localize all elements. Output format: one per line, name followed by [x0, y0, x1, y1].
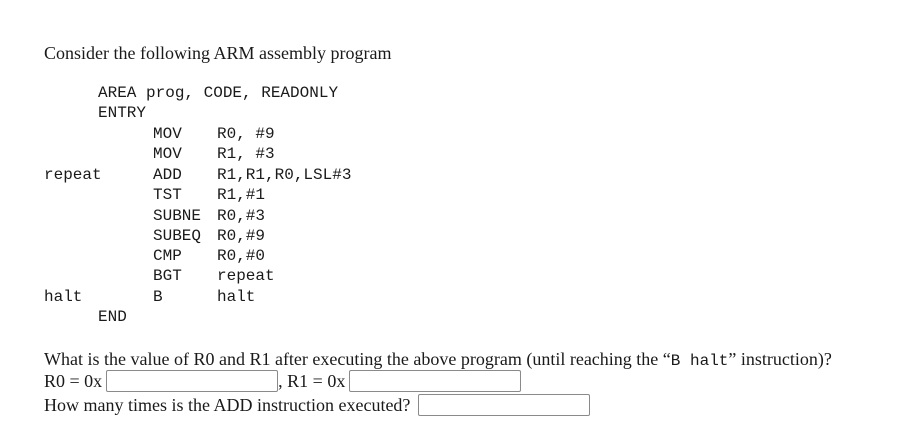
- register-answer-row: [44, 370, 521, 392]
- question-intro: Consider the following ARM assembly program: [44, 43, 392, 63]
- code-args: R1, #3: [217, 145, 275, 163]
- code-op: SUBNE: [153, 207, 202, 225]
- code-op: MOV: [153, 145, 182, 163]
- code-op: SUBEQ: [153, 227, 202, 245]
- code-op: TST: [153, 186, 182, 204]
- r1-label: , R1 = 0x: [278, 371, 346, 391]
- code-area-directive: AREA prog, CODE, READONLY: [98, 84, 339, 102]
- question-inline-code: B halt: [670, 352, 729, 370]
- code-args: R1,#1: [217, 186, 266, 204]
- code-args: R1,R1,R0,LSL#3: [217, 166, 352, 184]
- add-count-label: How many times is the ADD instruction executed?: [44, 395, 411, 415]
- code-args: R0,#3: [217, 207, 266, 225]
- r0-answer-input[interactable]: [106, 370, 278, 392]
- add-count-answer-row: [44, 394, 590, 416]
- add-count-answer-input[interactable]: [418, 394, 590, 416]
- question-registers-text-before: What is the value of R0 and R1 after executing the above program (until reaching the “: [44, 349, 671, 369]
- r0-label: R0 = 0x: [44, 371, 103, 391]
- code-op: B: [153, 288, 163, 306]
- code-args: R0,#9: [217, 227, 266, 245]
- code-label: halt: [44, 288, 83, 306]
- code-label: repeat: [44, 166, 102, 184]
- r1-answer-input[interactable]: [349, 370, 521, 392]
- code-op: ADD: [153, 166, 182, 184]
- code-args: R0, #9: [217, 125, 275, 143]
- code-entry-directive: ENTRY: [98, 104, 147, 122]
- code-args: halt: [217, 288, 256, 306]
- code-end-directive: END: [98, 308, 127, 326]
- code-args: R0,#0: [217, 247, 266, 265]
- question-registers: [44, 349, 832, 371]
- code-op: MOV: [153, 125, 182, 143]
- code-args: repeat: [217, 267, 275, 285]
- code-op: BGT: [153, 267, 182, 285]
- question-registers-text-after: ” instruction)?: [728, 349, 832, 369]
- code-op: CMP: [153, 247, 182, 265]
